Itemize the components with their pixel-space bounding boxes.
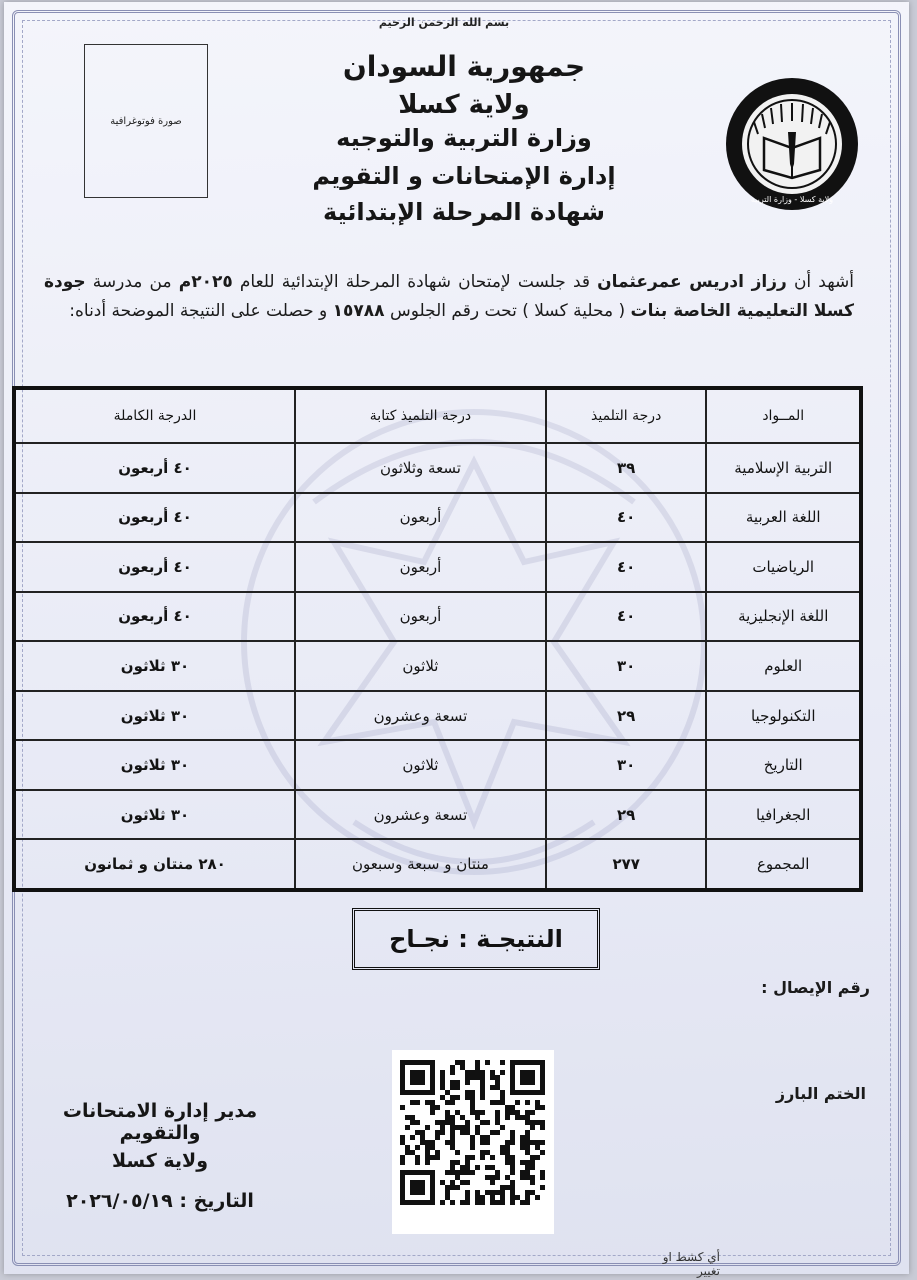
score-cell: ٣٩ <box>546 443 707 493</box>
country-title: جمهورية السودان <box>342 50 586 83</box>
table-row <box>14 493 861 543</box>
subject-cell: العلوم <box>706 641 861 691</box>
total-score-cell: ٢٧٧ <box>546 839 707 890</box>
table-row <box>14 691 861 741</box>
ministry-title: وزارة التربية والتوجيه <box>336 124 592 152</box>
ministry-logo-icon <box>724 76 860 212</box>
total-score-words-cell: منتان و سبعة وسبعون <box>295 839 546 890</box>
photo-label: صورة فوتوغرافية <box>110 115 182 127</box>
result-box <box>352 908 600 970</box>
score-words-cell: أربعون <box>295 493 546 543</box>
svg-text:ولاية كسلا - وزارة التربية: ولاية كسلا - وزارة التربية <box>750 195 834 204</box>
signatory-state: ولاية كسلا <box>111 1150 209 1172</box>
subject-cell: التاريخ <box>706 740 861 790</box>
full-mark-cell: ٣٠ ثلاثون <box>14 790 295 840</box>
statement-text: ( محلية كسلا ) تحت رقم الجلوس <box>389 301 631 321</box>
result-text: النتيجـة : نجـاح <box>389 925 563 953</box>
score-words-cell: أربعون <box>295 592 546 642</box>
header-subject: المــواد <box>706 388 861 443</box>
statement-text: قد جلست لإمتحان شهادة المرحلة الإبتدائية للعام <box>239 272 598 292</box>
header-score-words: درجة التلميذ كتابة <box>295 388 546 443</box>
table-row <box>14 641 861 691</box>
table-row <box>14 542 861 592</box>
table-header-row <box>14 388 861 443</box>
table-row <box>14 443 861 493</box>
certification-statement <box>44 268 854 326</box>
subject-cell: اللغة الإنجليزية <box>706 592 861 642</box>
subject-cell: التربية الإسلامية <box>706 443 861 493</box>
subject-cell: الجغرافيا <box>706 790 861 840</box>
basmala: بسم الله الرحمن الرحيم <box>378 16 510 29</box>
full-mark-cell: ٤٠ أربعون <box>14 592 295 642</box>
qr-code-icon <box>392 1050 554 1234</box>
exam-year: ٢٠٢٥م <box>178 272 233 292</box>
score-cell: ٤٠ <box>546 493 707 543</box>
score-words-cell: ثلاثون <box>295 740 546 790</box>
subject-cell: التكنولوجيا <box>706 691 861 741</box>
full-mark-cell: ٣٠ ثلاثون <box>14 691 295 741</box>
subject-cell: الرياضيات <box>706 542 861 592</box>
score-cell: ٤٠ <box>546 592 707 642</box>
table-row <box>14 790 861 840</box>
certificate-title: شهادة المرحلة الإبتدائية <box>323 198 605 226</box>
score-cell: ٢٩ <box>546 691 707 741</box>
full-mark-cell: ٤٠ أربعون <box>14 493 295 543</box>
full-mark-cell: ٤٠ أربعون <box>14 542 295 592</box>
score-cell: ٣٠ <box>546 641 707 691</box>
statement-text: من مدرسة <box>85 272 179 292</box>
department-title: إدارة الإمتحانات و التقويم <box>312 162 616 190</box>
footnote-text: أي كشط او تغيير <box>662 1250 720 1278</box>
header-full-mark: الدرجة الكاملة <box>14 388 295 443</box>
table-row <box>14 740 861 790</box>
score-cell: ٢٩ <box>546 790 707 840</box>
score-words-cell: تسعة وعشرون <box>295 790 546 840</box>
total-full-mark-cell: ٢٨٠ منتان و ثمانون <box>14 839 295 890</box>
statement-text: أشهد أن <box>786 272 855 292</box>
score-cell: ٣٠ <box>546 740 707 790</box>
full-mark-cell: ٤٠ أربعون <box>14 443 295 493</box>
score-cell: ٤٠ <box>546 542 707 592</box>
score-words-cell: ثلاثون <box>295 641 546 691</box>
photo-placeholder <box>84 44 208 198</box>
header-score: درجة التلميذ <box>546 388 707 443</box>
score-words-cell: أربعون <box>295 542 546 592</box>
subject-cell: اللغة العربية <box>706 493 861 543</box>
table-row <box>14 592 861 642</box>
score-words-cell: تسعة وثلاثون <box>295 443 546 493</box>
state-title: ولاية كسلا <box>398 90 530 120</box>
school-name: جودة كسلا التعليمية الخاصة بنات <box>44 272 854 321</box>
score-words-cell: تسعة وعشرون <box>295 691 546 741</box>
receipt-number-label: رقم الإيصال : <box>761 978 870 997</box>
student-name: رزاز ادريس عمرعثمان <box>597 272 787 292</box>
total-label-cell: المجموع <box>706 839 861 890</box>
full-mark-cell: ٣٠ ثلاثون <box>14 740 295 790</box>
signatory-title: مدير إدارة الامتحانات والتقويم <box>62 1100 258 1144</box>
issue-date: التاريخ : ٢٠٢٦/٠٥/١٩ <box>66 1190 254 1212</box>
embossed-seal-label: الختم البارز <box>775 1084 866 1103</box>
results-table <box>12 386 863 892</box>
full-mark-cell: ٣٠ ثلاثون <box>14 641 295 691</box>
statement-text: و حصلت على النتيجة الموضحة أدناه: <box>69 301 333 321</box>
seat-number: ١٥٧٨٨ <box>332 301 385 321</box>
total-row <box>14 839 861 890</box>
